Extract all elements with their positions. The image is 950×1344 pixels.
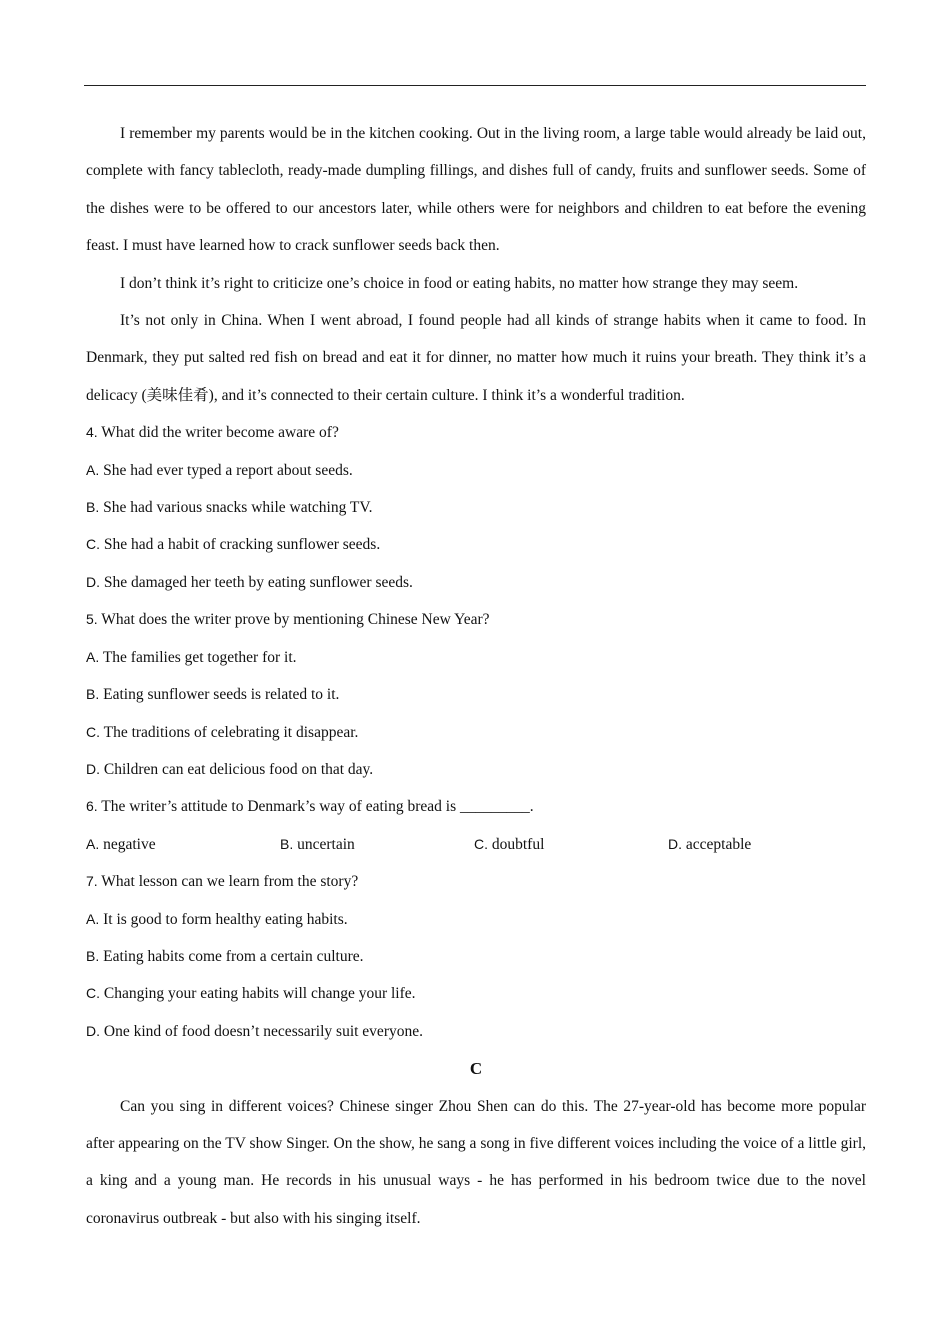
answer-option xyxy=(86,826,280,863)
option-text: The traditions of celebrating it disappear. xyxy=(100,723,359,741)
question-6 xyxy=(86,788,866,863)
answer-option xyxy=(86,901,866,938)
option-letter: C. xyxy=(86,536,100,553)
option-letter: D. xyxy=(86,573,100,590)
question-text: What did the writer become aware of? xyxy=(97,424,339,442)
option-letter: A. xyxy=(86,648,100,665)
passage-paragraph: Can you sing in different voices? Chinese singer Zhou Shen can do this. The 27-year-old has become more popular after appearing on the TV show Singer. On the show, he sang a song in five different voices including the voice of a little girl, a king and a young man. He records in his unusual ways - he has performed in his bedroom twice due to the novel coronavirus outbreak - but also with his singing itself. xyxy=(86,1097,866,1227)
question-5 xyxy=(86,601,866,788)
question-stem xyxy=(86,414,866,451)
option-letter: D. xyxy=(668,835,682,852)
question-4 xyxy=(86,414,866,601)
passage-paragraph: I remember my parents would be in the kitchen cooking. Out in the living room, a large table would already be laid out, complete with fancy tablecloth, ready-made dumpling fillings, and dishes full of candy, fruits and sunflower seeds. Some of the dishes were to be offered to our ancestors later, while others were for neighbors and children to eat before the evening feast. I must have learned how to crack sunflower seeds back then. xyxy=(86,125,866,255)
option-text: Changing your eating habits will change your life. xyxy=(100,985,416,1003)
option-letter: B. xyxy=(86,947,100,964)
option-text: She had ever typed a report about seeds. xyxy=(99,461,353,479)
answer-option xyxy=(86,714,866,751)
answer-option xyxy=(86,452,866,489)
answer-option xyxy=(668,826,862,863)
option-text: She had a habit of cracking sunflower seeds. xyxy=(100,536,381,554)
option-text: Children can eat delicious food on that day. xyxy=(100,760,374,778)
option-letter: B. xyxy=(86,499,100,516)
question-number: 5. xyxy=(86,611,98,628)
answer-option xyxy=(86,975,866,1012)
option-text: Eating sunflower seeds is related to it. xyxy=(99,686,340,704)
answer-option xyxy=(86,489,866,526)
option-text: The families get together for it. xyxy=(99,648,297,666)
answer-options-row xyxy=(86,826,866,863)
question-number: 7. xyxy=(86,873,98,890)
answer-option xyxy=(86,564,866,601)
answer-option xyxy=(86,1013,866,1050)
question-stem xyxy=(86,863,866,900)
answer-option xyxy=(86,526,866,563)
option-text: acceptable xyxy=(682,835,752,853)
question-stem xyxy=(86,601,866,638)
option-letter: D. xyxy=(86,760,100,777)
option-letter: B. xyxy=(86,686,100,703)
option-letter: C. xyxy=(86,985,100,1002)
question-text: The writer’s attitude to Denmark’s way of eating bread is _________. xyxy=(97,798,534,816)
option-text: She had various snacks while watching TV. xyxy=(99,499,373,517)
answer-option xyxy=(280,826,474,863)
passage-paragraph: It’s not only in China. When I went abroad, I found people had all kinds of strange habits when it came to food. In Denmark, they put salted red fish on bread and eat it for dinner, no matter how much it ruins your breath. They think it’s a delicacy (美味佳肴), and it’s connected to their certain culture. I think it’s a wonderful tradition. xyxy=(86,312,866,404)
question-stem xyxy=(86,788,866,825)
option-text: Eating habits come from a certain culture. xyxy=(99,947,364,965)
question-text: What lesson can we learn from the story? xyxy=(97,873,359,891)
answer-option xyxy=(86,938,866,975)
answer-option xyxy=(86,751,866,788)
question-text: What does the writer prove by mentioning Chinese New Year? xyxy=(97,611,490,629)
option-letter: A. xyxy=(86,835,100,852)
section-title: C xyxy=(469,1059,483,1079)
answer-option xyxy=(86,676,866,713)
question-number: 4. xyxy=(86,424,98,441)
option-text: One kind of food doesn’t necessarily suit everyone. xyxy=(100,1022,423,1040)
option-text: uncertain xyxy=(293,835,355,853)
passage-paragraph: I don’t think it’s right to criticize one’s choice in food or eating habits, no matter how strange they may seem. xyxy=(120,274,799,292)
option-letter: B. xyxy=(280,835,294,852)
option-text: She damaged her teeth by eating sunflower seeds. xyxy=(100,573,413,591)
question-7 xyxy=(86,863,866,1050)
option-text: It is good to form healthy eating habits. xyxy=(99,910,348,928)
answer-option xyxy=(474,826,668,863)
option-letter: D. xyxy=(86,1022,100,1039)
option-letter: A. xyxy=(86,461,100,478)
question-number: 6. xyxy=(86,798,98,815)
answer-option xyxy=(86,639,866,676)
option-letter: C. xyxy=(474,835,488,852)
option-letter: A. xyxy=(86,910,100,927)
option-text: negative xyxy=(99,835,156,853)
option-letter: C. xyxy=(86,723,100,740)
header-rule xyxy=(84,85,866,86)
option-text: doubtful xyxy=(488,835,545,853)
page-content xyxy=(86,115,866,1237)
